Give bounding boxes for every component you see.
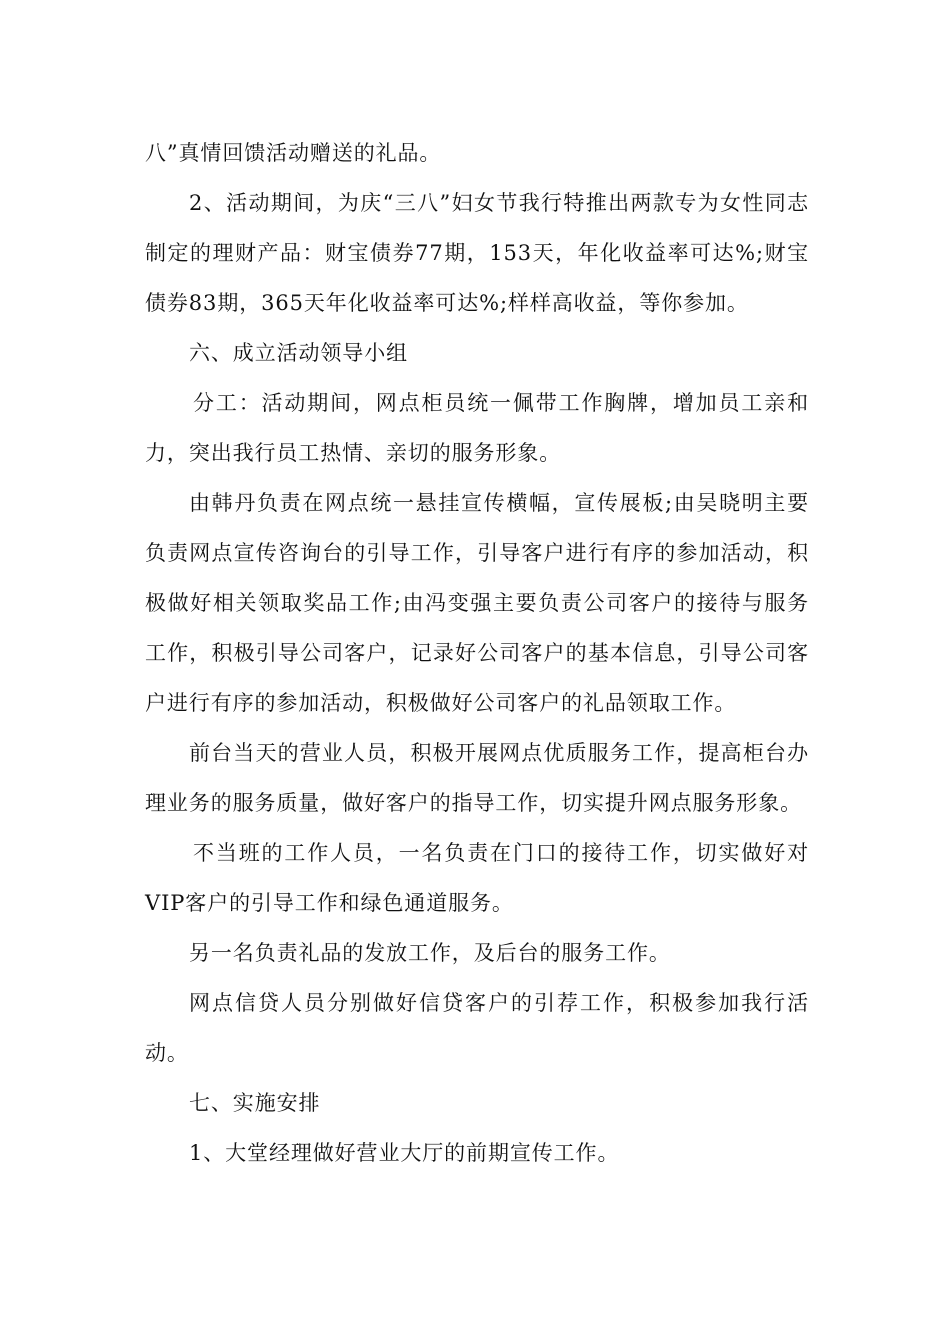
paragraph-gift-distribution: 另一名负责礼品的发放工作，及后台的服务工作。 xyxy=(189,941,671,965)
paragraph-gift-continuation: 八”真情回馈活动赠送的礼品。 xyxy=(145,141,442,165)
paragraph-financial-products: 2、活动期间，为庆“三八”妇女节我行特推出两款专为女性同志制定的理财产品：财宝债券77期，153天，年化收益率可达%;财宝债券83期，365天年化收益率可达%;样样高收益，等你参加。 xyxy=(145,191,809,315)
paragraph-lobby-manager: 1、大堂经理做好营业大厅的前期宣传工作。 xyxy=(189,1141,620,1165)
paragraph-credit-staff: 网点信贷人员分别做好信贷客户的引荐工作，积极参加我行活动。 xyxy=(145,991,809,1065)
section-heading-implementation: 七、实施安排 xyxy=(189,1091,321,1115)
paragraph-division-of-labor: 分工：活动期间，网点柜员统一佩带工作胸牌，增加员工亲和力，突出我行员工热情、亲切的服务形象。 xyxy=(145,391,809,465)
paragraph-off-duty-staff: 不当班的工作人员，一名负责在门口的接待工作，切实做好对VIP客户的引导工作和绿色通道服务。 xyxy=(145,841,809,915)
section-heading-leadership-group: 六、成立活动领导小组 xyxy=(189,341,408,365)
document-body xyxy=(145,128,809,1178)
paragraph-front-desk-staff: 前台当天的营业人员，积极开展网点优质服务工作，提高柜台办理业务的服务质量，做好客户的指导工作，切实提升网点服务形象。 xyxy=(145,741,809,815)
paragraph-staff-assignments: 由韩丹负责在网点统一悬挂宣传横幅，宣传展板;由吴晓明主要负责网点宣传咨询台的引导工作，引导客户进行有序的参加活动，积极做好相关领取奖品工作;由冯变强主要负责公司客户的接待与服务工作，积极引导公司客户，记录好公司客户的基本信息，引导公司客户进行有序的参加活动，积极做好公司客户的礼品领取工作。 xyxy=(145,491,809,715)
